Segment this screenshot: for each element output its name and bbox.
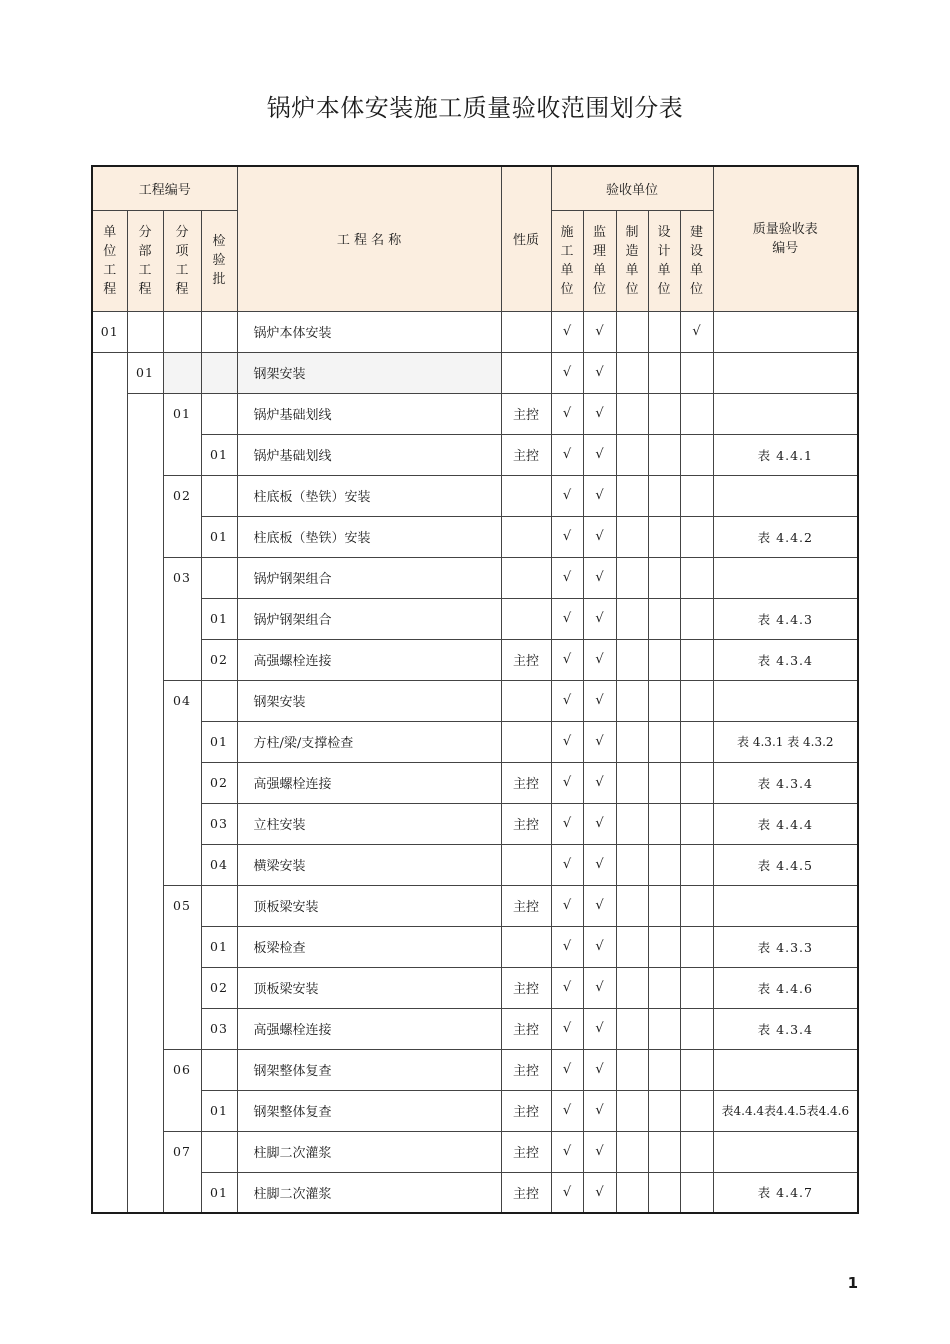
inspection-lot-cell [201,393,237,434]
project-name-cell: 钢架整体复查 [237,1049,501,1090]
sub-item-cell: 04 [163,680,201,885]
owner-check [680,967,713,1008]
owner-check [680,1008,713,1049]
nature-cell: 主控 [501,762,551,803]
supervision-check: √ [583,352,616,393]
owner-check [680,557,713,598]
table-row [92,1049,858,1090]
owner-check [680,1090,713,1131]
header-construction: 施 工 单 位 [551,210,583,311]
owner-check [680,475,713,516]
table-row [92,434,858,475]
manufacturing-check [616,885,648,926]
manufacturing-check [616,967,648,1008]
design-check [648,1172,680,1213]
inspection-lot-cell [201,885,237,926]
owner-check [680,762,713,803]
table-row [92,926,858,967]
project-name-cell: 板梁检查 [237,926,501,967]
inspection-lot-cell [201,680,237,721]
acceptance-scope-table [91,165,859,1214]
nature-cell [501,844,551,885]
design-check [648,1008,680,1049]
table-row [92,967,858,1008]
supervision-check: √ [583,926,616,967]
table-row [92,393,858,434]
manufacturing-check [616,393,648,434]
construction-check: √ [551,844,583,885]
form-no-cell [713,557,858,598]
header-inspection-lot: 检 验 批 [201,210,237,311]
project-name-cell: 锅炉钢架组合 [237,557,501,598]
form-no-cell [713,393,858,434]
design-check [648,434,680,475]
sub-part-cell: 01 [127,352,163,393]
owner-check [680,434,713,475]
design-check [648,1131,680,1172]
table-row [92,1172,858,1213]
inspection-lot-cell: 02 [201,639,237,680]
construction-check: √ [551,393,583,434]
manufacturing-check [616,1172,648,1213]
inspection-lot-cell: 03 [201,1008,237,1049]
design-check [648,598,680,639]
inspection-lot-cell [201,1049,237,1090]
design-check [648,475,680,516]
owner-check [680,680,713,721]
owner-check: √ [680,311,713,352]
construction-check: √ [551,1172,583,1213]
sub-part-cell [127,311,163,352]
project-name-cell: 锅炉本体安装 [237,311,501,352]
owner-check [680,598,713,639]
table-row [92,639,858,680]
form-no-cell: 表 4.4.6 [713,967,858,1008]
design-check [648,762,680,803]
unit-project-cell: 01 [92,311,127,352]
project-name-cell: 柱底板（垫铁）安装 [237,516,501,557]
inspection-lot-cell: 01 [201,516,237,557]
project-name-cell: 钢架整体复查 [237,1090,501,1131]
manufacturing-check [616,844,648,885]
page-number: 1 [847,1274,858,1292]
header-sub-item: 分 项 工 程 [163,210,201,311]
nature-cell: 主控 [501,434,551,475]
project-name-cell: 顶板梁安装 [237,885,501,926]
supervision-check: √ [583,516,616,557]
owner-check [680,721,713,762]
nature-cell: 主控 [501,803,551,844]
owner-check [680,885,713,926]
inspection-lot-cell [201,352,237,393]
table-row [92,516,858,557]
manufacturing-check [616,1131,648,1172]
inspection-lot-cell [201,557,237,598]
form-no-cell: 表 4.4.7 [713,1172,858,1213]
manufacturing-check [616,1049,648,1090]
design-check [648,803,680,844]
construction-check: √ [551,639,583,680]
nature-cell: 主控 [501,1131,551,1172]
table-row [92,598,858,639]
construction-check: √ [551,885,583,926]
design-check [648,393,680,434]
manufacturing-check [616,598,648,639]
construction-check: √ [551,680,583,721]
inspection-lot-cell [201,475,237,516]
header-project-name: 工 程 名 称 [237,166,501,311]
design-check [648,926,680,967]
inspection-lot-cell [201,1131,237,1172]
table-row [92,885,858,926]
design-check [648,516,680,557]
supervision-check: √ [583,1131,616,1172]
supervision-check: √ [583,844,616,885]
manufacturing-check [616,639,648,680]
table-row [92,762,858,803]
page-title: 锅炉本体安装施工质量验收范围划分表 [266,94,684,122]
supervision-check: √ [583,598,616,639]
manufacturing-check [616,352,648,393]
supervision-check: √ [583,680,616,721]
design-check [648,885,680,926]
table-row [92,721,858,762]
form-no-cell: 表 4.4.1 [713,434,858,475]
table-body [92,311,858,1213]
project-name-cell: 顶板梁安装 [237,967,501,1008]
supervision-check: √ [583,967,616,1008]
owner-check [680,926,713,967]
construction-check: √ [551,475,583,516]
supervision-check: √ [583,639,616,680]
form-no-cell: 表 4.4.2 [713,516,858,557]
owner-check [680,352,713,393]
project-name-cell: 锅炉基础划线 [237,434,501,475]
form-no-cell [713,475,858,516]
construction-check: √ [551,434,583,475]
nature-cell: 主控 [501,1008,551,1049]
sub-item-cell: 01 [163,393,201,475]
manufacturing-check [616,1008,648,1049]
project-name-cell: 高强螺栓连接 [237,762,501,803]
table-row [92,803,858,844]
table-row [92,557,858,598]
construction-check: √ [551,1008,583,1049]
manufacturing-check [616,311,648,352]
manufacturing-check [616,516,648,557]
table-row [92,1131,858,1172]
supervision-check: √ [583,311,616,352]
construction-check: √ [551,1049,583,1090]
nature-cell: 主控 [501,967,551,1008]
project-name-cell: 柱底板（垫铁）安装 [237,475,501,516]
form-no-cell: 表 4.3.4 [713,762,858,803]
manufacturing-check [616,557,648,598]
header-owner: 建 设 单 位 [680,210,713,311]
project-name-cell: 钢架安装 [237,352,501,393]
supervision-check: √ [583,475,616,516]
manufacturing-check [616,434,648,475]
form-no-cell: 表 4.3.4 [713,1008,858,1049]
project-name-cell: 立柱安装 [237,803,501,844]
design-check [648,967,680,1008]
supervision-check: √ [583,762,616,803]
table-row [92,352,858,393]
owner-check [680,639,713,680]
manufacturing-check [616,762,648,803]
header-supervision: 监 理 单 位 [583,210,616,311]
nature-cell: 主控 [501,393,551,434]
table-row [92,680,858,721]
form-no-cell [713,680,858,721]
construction-check: √ [551,1131,583,1172]
construction-check: √ [551,803,583,844]
sub-item-cell [163,352,201,393]
sub-item-cell [163,311,201,352]
owner-check [680,1172,713,1213]
inspection-lot-cell: 03 [201,803,237,844]
header-form-no: 质量验收表 编号 [713,166,858,311]
supervision-check: √ [583,434,616,475]
form-no-cell [713,352,858,393]
table-row [92,844,858,885]
supervision-check: √ [583,721,616,762]
project-name-cell: 柱脚二次灌浆 [237,1131,501,1172]
form-no-cell: 表 4.4.5 [713,844,858,885]
design-check [648,721,680,762]
inspection-lot-cell: 01 [201,598,237,639]
sub-item-cell: 02 [163,475,201,557]
form-no-cell [713,311,858,352]
form-no-cell: 表4.4.4表4.4.5表4.4.6 [713,1090,858,1131]
inspection-lot-cell: 01 [201,1172,237,1213]
form-no-cell: 表 4.4.4 [713,803,858,844]
design-check [648,1090,680,1131]
form-no-cell: 表 4.3.3 [713,926,858,967]
header-project-code: 工程编号 [92,166,237,210]
project-name-cell: 钢架安装 [237,680,501,721]
header-manufacturing: 制 造 单 位 [616,210,648,311]
manufacturing-check [616,680,648,721]
manufacturing-check [616,1090,648,1131]
form-no-cell: 表 4.4.3 [713,598,858,639]
table-row [92,1008,858,1049]
design-check [648,639,680,680]
supervision-check: √ [583,1049,616,1090]
form-no-cell: 表 4.3.1 表 4.3.2 [713,721,858,762]
inspection-lot-cell: 01 [201,926,237,967]
owner-check [680,1131,713,1172]
project-name-cell: 高强螺栓连接 [237,639,501,680]
nature-cell: 主控 [501,885,551,926]
inspection-lot-cell: 01 [201,434,237,475]
construction-check: √ [551,557,583,598]
nature-cell [501,721,551,762]
nature-cell: 主控 [501,1172,551,1213]
form-no-cell: 表 4.3.4 [713,639,858,680]
owner-check [680,1049,713,1090]
nature-cell [501,598,551,639]
project-name-cell: 锅炉钢架组合 [237,598,501,639]
table-row [92,1090,858,1131]
construction-check: √ [551,967,583,1008]
supervision-check: √ [583,557,616,598]
nature-cell [501,311,551,352]
inspection-lot-cell: 01 [201,721,237,762]
header-nature: 性质 [501,166,551,311]
construction-check: √ [551,311,583,352]
nature-cell [501,516,551,557]
nature-cell: 主控 [501,639,551,680]
form-no-cell [713,1049,858,1090]
supervision-check: √ [583,1172,616,1213]
inspection-lot-cell: 04 [201,844,237,885]
manufacturing-check [616,721,648,762]
owner-check [680,393,713,434]
manufacturing-check [616,926,648,967]
inspection-lot-cell: 02 [201,762,237,803]
sub-item-cell: 06 [163,1049,201,1131]
design-check [648,1049,680,1090]
header-design: 设 计 单 位 [648,210,680,311]
design-check [648,557,680,598]
form-no-cell [713,1131,858,1172]
inspection-lot-cell [201,311,237,352]
project-name-cell: 柱脚二次灌浆 [237,1172,501,1213]
table-row [92,311,858,352]
owner-check [680,844,713,885]
construction-check: √ [551,762,583,803]
construction-check: √ [551,352,583,393]
project-name-cell: 方柱/梁/支撑检查 [237,721,501,762]
header-sub-part: 分 部 工 程 [127,210,163,311]
header-acceptance-unit: 验收单位 [551,166,713,210]
unit-project-cell [92,352,127,1213]
supervision-check: √ [583,393,616,434]
nature-cell [501,926,551,967]
nature-cell [501,352,551,393]
supervision-check: √ [583,1090,616,1131]
supervision-check: √ [583,1008,616,1049]
construction-check: √ [551,1090,583,1131]
nature-cell: 主控 [501,1090,551,1131]
design-check [648,311,680,352]
construction-check: √ [551,516,583,557]
project-name-cell: 高强螺栓连接 [237,1008,501,1049]
construction-check: √ [551,598,583,639]
manufacturing-check [616,475,648,516]
inspection-lot-cell: 01 [201,1090,237,1131]
construction-check: √ [551,926,583,967]
design-check [648,352,680,393]
sub-item-cell: 07 [163,1131,201,1213]
construction-check: √ [551,721,583,762]
form-no-cell [713,885,858,926]
manufacturing-check [616,803,648,844]
nature-cell [501,680,551,721]
design-check [648,680,680,721]
nature-cell: 主控 [501,1049,551,1090]
owner-check [680,803,713,844]
inspection-lot-cell: 02 [201,967,237,1008]
sub-part-cell [127,393,163,1213]
supervision-check: √ [583,885,616,926]
table-row [92,475,858,516]
project-name-cell: 横梁安装 [237,844,501,885]
supervision-check: √ [583,803,616,844]
header-unit-project: 单 位 工 程 [92,210,127,311]
sub-item-cell: 05 [163,885,201,1049]
owner-check [680,516,713,557]
design-check [648,844,680,885]
project-name-cell: 锅炉基础划线 [237,393,501,434]
nature-cell [501,557,551,598]
nature-cell [501,475,551,516]
sub-item-cell: 03 [163,557,201,680]
